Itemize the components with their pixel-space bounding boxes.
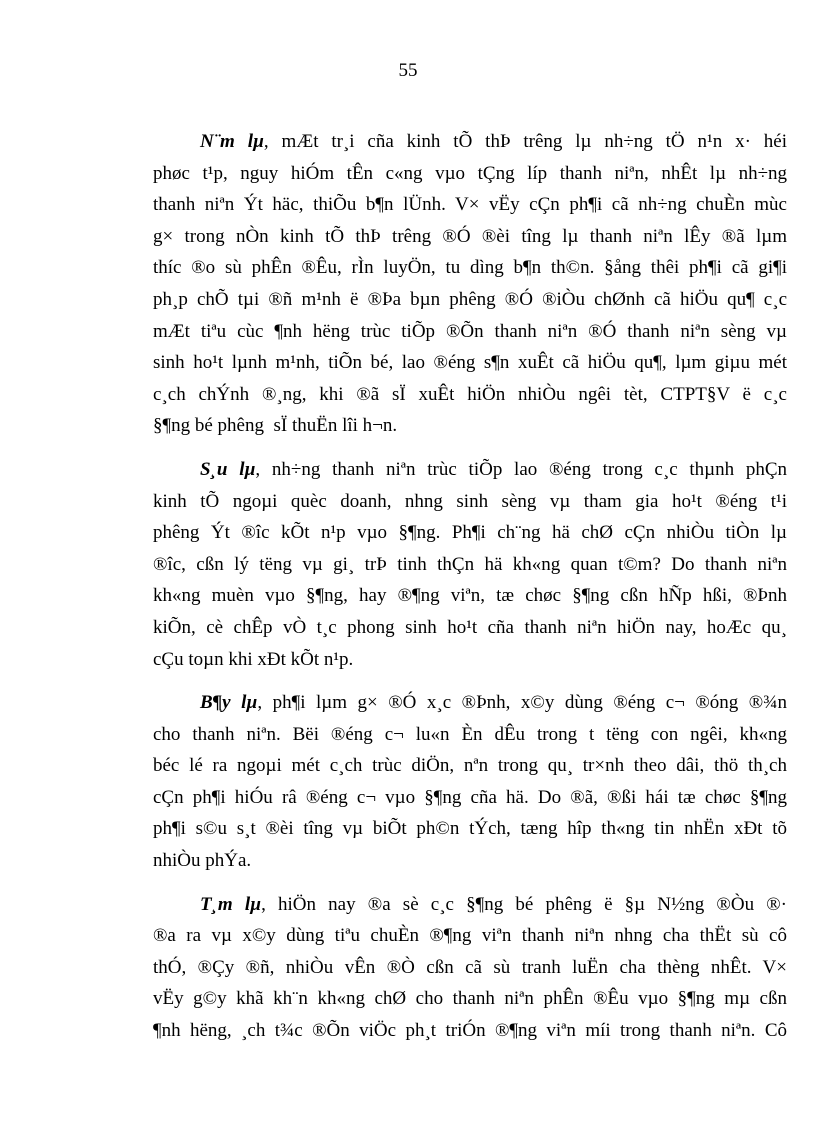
- paragraph: [153, 454, 787, 675]
- line-text: cÇu toµn khi xÐt kÕt n¹p.: [153, 648, 354, 670]
- line-text: mÆt tiªu cùc ¶nh hëng trùc tiÕp ®Õn thanh niªn ®Ó thanh niªn sèng vµ: [153, 320, 787, 342]
- text-line: [153, 454, 787, 486]
- text-line: [153, 486, 787, 518]
- line-text: nhiÒu phÝa.: [153, 850, 252, 872]
- text-line: [153, 750, 787, 782]
- text-line: [153, 126, 787, 158]
- line-text: sinh ho¹t lµnh m¹nh, tiÕn bé, lao ®éng s¶n xuÊt cã hiÖu qu¶, lµm giµu mét: [153, 352, 787, 374]
- line-text: ¶nh hëng, ¸ch t¾c ®Õn viÖc ph¸t triÓn ®¶ng viªn míi trong thanh niªn. Cô: [153, 1020, 787, 1042]
- line-text: ®a ra vµ x©y dùng tiªu chuÈn ®¶ng viªn thanh niªn nhng cha thËt sù cô: [153, 925, 787, 947]
- paragraph-lead: S¸u lµ: [200, 458, 256, 480]
- line-text: kinh tÕ ngoµi quèc doanh, nhng sinh sèng vµ tham gia ho¹t ®éng t¹i: [153, 490, 787, 512]
- text-line: [153, 782, 787, 814]
- line-text: , nh÷ng thanh niªn trùc tiÕp lao ®éng trong c¸c thµnh phÇn: [255, 458, 787, 480]
- paragraph: [153, 126, 787, 442]
- line-text: ph¸p chÕ tµi ®ñ m¹nh ë ®Þa bµn phêng ®Ó ®iÒu chØnh cã hiÖu qu¶ c¸c: [153, 288, 787, 310]
- line-text: cÇn ph¶i hiÓu râ ®éng c¬ vµo §¶ng cña hä. Do ®ã, ®ßi hái tæ chøc §¶ng: [153, 786, 787, 808]
- page-number: 55: [398, 60, 418, 81]
- line-text: thanh niªn Ýt häc, thiÕu b¶n lÜnh. V× vËy cÇn ph¶i cã nh÷ng chuÈn mùc: [153, 194, 787, 216]
- text-line: [153, 284, 787, 316]
- text-line: [153, 580, 787, 612]
- line-text: ®îc, cßn lý tëng vµ gi¸ trÞ tinh thÇn hä kh«ng quan t©m? Do thanh niªn: [153, 553, 787, 575]
- line-text: ph¶i s©u s¸t ®èi tîng vµ biÕt ph©n tÝch, tæng hîp th«ng tin nhËn xÐt tõ: [153, 818, 787, 840]
- text-line: [153, 687, 787, 719]
- line-text: , hiÖn nay ®a sè c¸c §¶ng bé phêng ë §µ N½ng ®Òu ®·: [261, 893, 787, 915]
- text-line: [153, 920, 787, 952]
- text-line: [153, 347, 787, 379]
- text-line: [153, 252, 787, 284]
- line-text: phêng Ýt ®îc kÕt n¹p vµo §¶ng. Ph¶i ch¨ng hä chØ cÇn nhiÒu tiÒn lµ: [153, 522, 787, 544]
- line-text: §¶ng bé phêng sÏ thuËn lîi h¬n.: [153, 415, 398, 437]
- text-line: [153, 845, 787, 877]
- text-line: [153, 719, 787, 751]
- text-line: [153, 517, 787, 549]
- text-line: [153, 189, 787, 221]
- paragraph-lead: B¶y lµ: [200, 692, 258, 714]
- line-text: cho thanh niªn. Bëi ®éng c¬ lu«n Èn dÊu trong t tëng con ngêi, kh«ng: [153, 723, 787, 745]
- line-text: , ph¶i lµm g× ®Ó x¸c ®Þnh, x©y dùng ®éng c¬ ®óng ®¾n: [257, 692, 787, 714]
- line-text: , mÆt tr¸i cña kinh tÕ thÞ trêng lµ nh÷ng tÖ n¹n x· héi: [263, 131, 787, 152]
- line-text: thÓ, ®Çy ®ñ, nhiÒu vÊn ®Ò cßn cã sù tranh luËn cha thèng nhÊt. V×: [153, 956, 787, 978]
- line-text: c¸ch chÝnh ®¸ng, khi ®ã sÏ xuÊt hiÖn nhiÒu ngêi tèt, CTPT§V ë c¸c: [153, 383, 787, 405]
- line-text: béc lé ra ngoµi mét c¸ch trùc diÖn, nªn trong qu¸ tr×nh theo dâi, thö th¸ch: [153, 755, 787, 777]
- body-text: [153, 126, 787, 1059]
- paragraph-lead: N¨m lµ: [200, 131, 264, 152]
- text-line: [153, 379, 787, 411]
- text-line: [153, 952, 787, 984]
- text-line: [153, 813, 787, 845]
- text-line: [153, 410, 787, 442]
- line-text: g× trong nÒn kinh tÕ thÞ trêng ®Ó ®èi tîng lµ thanh niªn lÊy ®ã lµm: [153, 225, 787, 247]
- paragraph-lead: T¸m lµ: [200, 893, 262, 915]
- text-line: [153, 889, 787, 921]
- paragraph: [153, 889, 787, 1047]
- line-text: thíc ®o sù phÊn ®Êu, rÌn luyÖn, tu dìng b¶n th©n. §ång thêi ph¶i cã gi¶i: [153, 257, 787, 279]
- text-line: [153, 549, 787, 581]
- text-line: [153, 1015, 787, 1047]
- text-line: [153, 221, 787, 253]
- text-line: [153, 983, 787, 1015]
- line-text: kiÕn, cè chÊp vÒ t¸c phong sinh ho¹t cña thanh niªn hiÖn nay, hoÆc qu¸: [153, 616, 787, 638]
- line-text: vËy g©y khã kh¨n kh«ng chØ cho thanh niªn phÊn ®Êu vµo §¶ng mµ cßn: [153, 988, 787, 1010]
- text-line: [153, 612, 787, 644]
- paragraph: [153, 687, 787, 877]
- line-text: phøc t¹p, nguy hiÓm tÊn c«ng vµo tÇng líp thanh niªn, nhÊt lµ nh÷ng: [153, 162, 787, 184]
- text-line: [153, 644, 787, 676]
- text-line: [153, 316, 787, 348]
- line-text: kh«ng muèn vµo §¶ng, hay ®¶ng viªn, tæ chøc §¶ng cßn hÑp hßi, ®Þnh: [153, 585, 787, 607]
- text-line: [153, 158, 787, 190]
